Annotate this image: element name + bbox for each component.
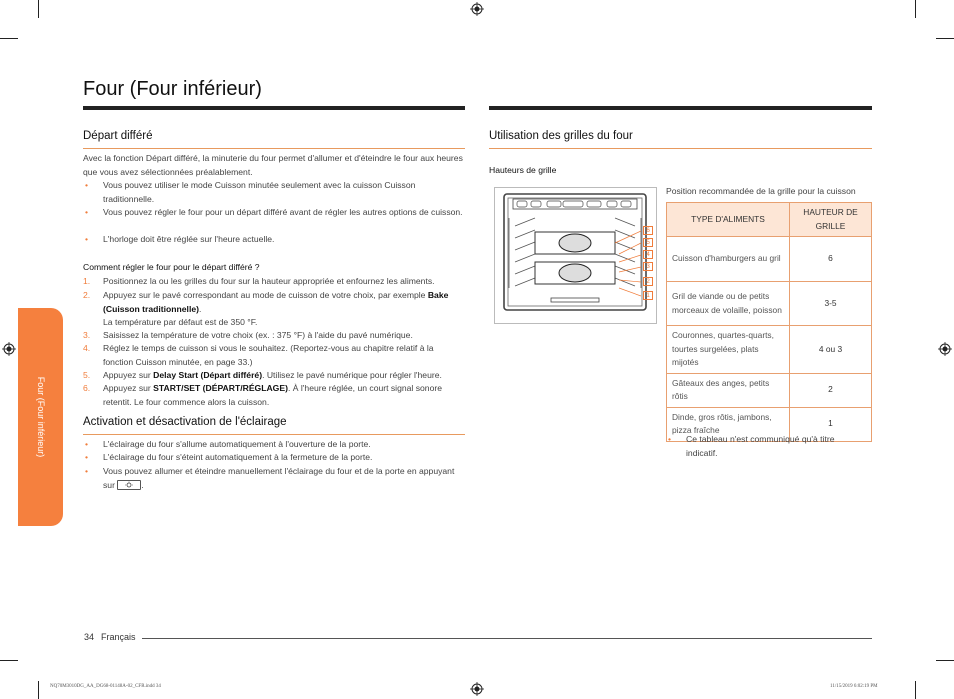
section-rule [489,148,872,149]
step-5 [83,369,465,383]
step-number: 6. [83,383,91,393]
rack-label: 3 [643,262,653,271]
section-heading-depart: Départ différé [83,130,153,142]
crop-mark [38,681,39,699]
crop-mark [936,38,954,39]
table-row [667,373,872,407]
crop-mark [38,0,39,18]
section-rule [83,434,465,435]
step-1 [83,275,465,289]
crop-mark [0,38,18,39]
table-row [667,326,872,374]
step-3 [83,329,465,343]
height-cell: 1 [790,407,872,441]
step-text: . [198,303,202,314]
food-cell: Dinde, gros rôtis, jambons, pizza fraîche [667,407,790,441]
section-rule [83,148,465,149]
oven-rack-illustration [494,187,657,324]
rack-label: 4 [643,250,653,259]
table-header-cell: HAUTEUR DE GRILLE [790,203,872,237]
crop-mark [936,660,954,661]
step-text: Positionnez la ou les grilles du four sur la hauteur appropriée et enfournez les aliments. [103,276,435,286]
rack-position-table [666,202,872,442]
oven-cavity-icon [495,188,656,323]
step-4 [83,342,465,369]
step-text: Appuyez sur [103,370,154,380]
step-6 [83,382,465,409]
rack-label: 5 [643,238,653,247]
height-cell: 3-5 [790,282,872,326]
step-note: La température par défaut est de 350 °F. [103,317,258,327]
page-reference-link[interactable]: 33 [237,356,248,367]
table-row [667,282,872,326]
title-rule-left [83,106,465,110]
print-file-slug: NQ70M3010DG_AA_DG68-01148A-02_CFR.indd 34 [50,684,161,689]
step-text: Réglez le temps de cuisson si vous le souhaitez. (Reportez-vous au chapitre relatif à la fonction Cuisson minutée, en page [103,343,434,367]
food-cell: Couronnes, quartes-quarts, tourtes surgelées, plats mijotés [667,326,790,374]
depart-bullet: • Vous pouvez utiliser le mode Cuisson minutée seulement avec la cuisson Cuisson traditionnelle. [83,179,465,206]
step-number: 2. [83,290,91,300]
light-button-icon [117,479,144,490]
step-text: Appuyez sur [103,383,154,393]
depart-subheading: Comment régler le four pour le départ différé ? [83,262,260,272]
depart-intro: Avec la fonction Départ différé, la minuterie du four permet d'allumer et d'éteindre le four aux heures que vous avez sélectionnées préalablement. [83,153,463,177]
height-cell: 2 [790,373,872,407]
print-date-slug: 11/15/2019 6:02:19 PM [830,684,878,689]
step-number: 1. [83,276,91,286]
food-cell: Gril de viande ou de petits morceaux de volaille, poisson [667,282,790,326]
section-heading-eclairage: Activation et désactivation de l'éclairage [83,416,287,428]
eclairage-bullet: • L'éclairage du four s'éteint automatiquement à la fermeture de la porte. [83,451,465,465]
food-cell: Gâteaux des anges, petits rôtis [667,373,790,407]
section-heading-grilles: Utilisation des grilles du four [489,130,633,142]
step-bold: (Cuisson traditionnelle) [103,303,199,314]
step-text: . À l'heure réglée, un court signal sonore retentit. Le four commence alors la cuisson. [103,383,443,407]
step-text: Appuyez sur le pavé correspondant au mode de cuisson de votre choix, par exemple [103,290,428,300]
step-text: .) [247,356,253,367]
depart-bullet: • Vous pouvez régler le four pour un départ différé avant de régler les autres options de cuisson. [83,206,465,220]
footer-language: Français [101,632,136,642]
step-bold: Delay Start (Départ différé) [153,370,263,380]
rack-label: 2 [643,277,653,286]
rack-label: 6 [643,226,653,235]
table-header-cell: TYPE D'ALIMENTS [667,203,790,237]
registration-mark-icon [2,342,16,356]
eclairage-bullet-text: Vous pouvez allumer et éteindre manuellement l'éclairage du four et de la porte en appuyant sur [103,466,455,490]
crop-mark [0,660,18,661]
crop-mark [915,0,916,18]
table-note: • Ce tableau n'est communiqué qu'à titre indicatif. [666,433,866,460]
grilles-subheading: Hauteurs de grille [489,165,557,175]
step-number: 4. [83,343,91,353]
eclairage-bullet: • L'éclairage du four s'allume automatiquement à l'ouverture de la porte. [83,438,465,452]
crop-mark [915,681,916,699]
table-row [667,237,872,282]
footer-page-number: 34 [84,632,95,642]
side-tab-label: Four (Four inférieur) [35,376,46,458]
step-text: Saisissez la température de votre choix (ex. : 375 °F) à l'aide du pavé numérique. [103,330,413,340]
title-rule-right [489,106,872,110]
step-2 [83,289,465,330]
step-number: 3. [83,330,91,340]
page-title: Four (Four inférieur) [83,78,262,100]
registration-mark-icon [470,2,484,16]
side-chapter-tab [18,308,63,526]
step-bold: START/SET (DÉPART/RÉGLAGE) [153,383,288,393]
step-bold: Bake [427,290,449,300]
height-cell: 6 [790,237,872,282]
table-header-row [667,203,872,237]
registration-mark-icon [938,342,952,356]
step-number: 5. [83,370,91,380]
eclairage-bullet-end: . [141,479,144,490]
step-text: . Utilisez le pavé numérique pour régler l'heure. [262,370,442,380]
footer-rule [142,638,872,639]
depart-bullet: • L'horloge doit être réglée sur l'heure actuelle. [83,233,465,247]
height-cell: 4 ou 3 [790,326,872,374]
table-caption: Position recommandée de la grille pour la cuisson [666,186,856,196]
registration-mark-icon [470,682,484,696]
food-cell: Cuisson d'hamburgers au gril [667,237,790,282]
rack-label: 1 [643,291,653,300]
eclairage-bullet [83,465,465,492]
